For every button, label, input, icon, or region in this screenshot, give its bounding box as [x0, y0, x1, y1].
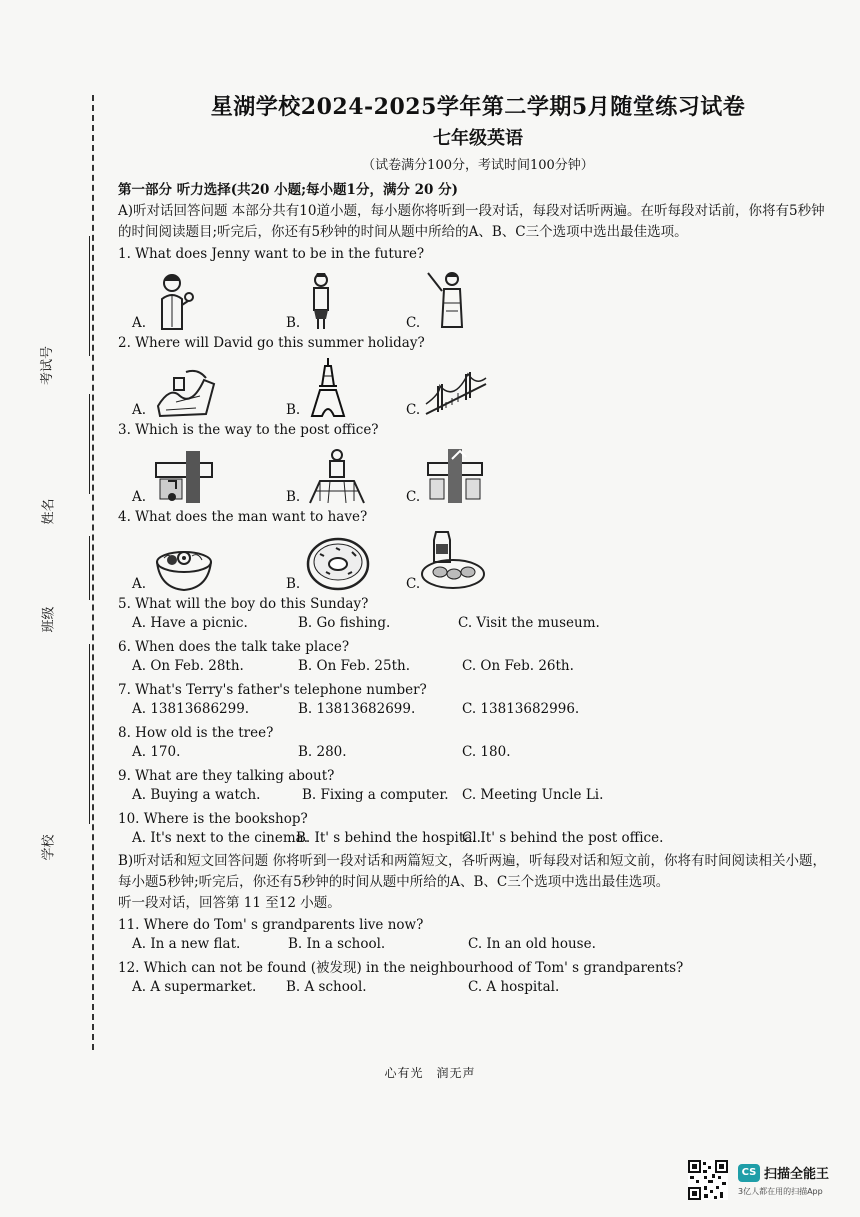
option-a: A. 13813686299. [132, 701, 250, 717]
flight-attendant-picture [306, 271, 336, 331]
option-b: B. 13813682699. [298, 701, 416, 717]
app-brand: 扫描全能王 [764, 1167, 830, 1182]
question-10: 10. Where is the bookshop? [118, 811, 308, 827]
name-line [89, 394, 90, 494]
question-12-options [118, 979, 838, 1000]
option-c: C. In an old house. [468, 936, 596, 952]
question-8: 8. How old is the tree? [118, 725, 274, 741]
app-slogan: 3亿人都在用的扫描App [738, 1187, 823, 1196]
class-line [89, 644, 90, 824]
score-time-note: （试卷满分100分，考试时间100分钟） [362, 158, 594, 173]
question-4: 4. What does the man want to have? [118, 509, 368, 525]
option-b: B. On Feb. 25th. [298, 658, 410, 674]
question-2: 2. Where will David go this summer holiday? [118, 335, 425, 351]
question-8-options [118, 744, 838, 765]
section-b-subheading: 听一段对话，回答第 11 至12 小题。 [118, 895, 341, 911]
question-11-options [118, 936, 838, 957]
option-c: C. Visit the museum. [458, 615, 600, 631]
exam-no-line [89, 236, 90, 356]
app-badge: CS [738, 1164, 760, 1182]
question-3: 3. Which is the way to the post office? [118, 422, 379, 438]
option-c-label: C. [406, 315, 421, 331]
option-c: C. On Feb. 26th. [462, 658, 574, 674]
question-4-options [118, 532, 838, 592]
option-a-label: A. [132, 315, 147, 331]
question-7-options [118, 701, 838, 722]
exam-content [118, 92, 838, 1000]
option-c-label: C. [406, 576, 421, 592]
binding-margin-line [92, 95, 94, 1050]
scanner-watermark [688, 1158, 848, 1204]
option-b-label: B. [286, 402, 301, 418]
option-a: A. Have a picnic. [132, 615, 248, 631]
class-label: 班级 [41, 606, 57, 633]
option-b: B. A school. [286, 979, 367, 995]
class-line-top [89, 536, 90, 600]
route-map-c-picture [426, 447, 484, 505]
question-12: 12. Which can not be found (被发现) in the neighbourhood of Tom' s grandparents? [118, 960, 684, 976]
question-7: 7. What's Terry's father's telephone number? [118, 682, 427, 698]
eiffel-tower-picture [308, 356, 348, 418]
question-2-options [118, 358, 838, 418]
question-5-options [118, 615, 838, 636]
question-6: 6. When does the talk take place? [118, 639, 350, 655]
route-map-a-picture [154, 449, 214, 505]
question-10-options [118, 830, 838, 851]
option-a: A. Buying a watch. [132, 787, 261, 803]
name-label: 姓名 [41, 498, 57, 525]
question-11: 11. Where do Tom' s grandparents live now? [118, 917, 424, 933]
question-1-options [118, 269, 838, 331]
option-a: A. On Feb. 28th. [132, 658, 244, 674]
option-a: A. A supermarket. [132, 979, 257, 995]
subject-title: 七年级英语 [433, 128, 523, 149]
option-c-label: C. [406, 489, 421, 505]
option-a: A. 170. [132, 744, 181, 760]
dumplings-milk-picture [420, 530, 486, 592]
exam-no-label: 考试号 [40, 345, 56, 386]
option-b: B. It' s behind the hospital. [296, 830, 481, 846]
page-title: 星湖学校2024-2025学年第二学期5月随堂练习试卷 [210, 94, 746, 120]
part1-heading: 第一部分 听力选择(共20 小题;每小题1分，满分 20 分) [118, 182, 459, 198]
option-c: C. Meeting Uncle Li. [462, 787, 604, 803]
question-3-options [118, 445, 838, 505]
option-a-label: A. [132, 576, 147, 592]
option-a-label: A. [132, 402, 147, 418]
option-b: B. In a school. [288, 936, 386, 952]
donut-picture [306, 536, 370, 592]
option-c: C. A hospital. [468, 979, 560, 995]
option-b: B. 280. [298, 744, 347, 760]
option-b: B. Fixing a computer. [302, 787, 449, 803]
school-label: 学校 [41, 834, 57, 861]
section-a-instructions: A)听对话回答问题 本部分共有10道小题，每小题你将听到一段对话，每段对话听两遍。在听每段对话前，你将有5秒钟的时间阅读题目;听完后，你还有5秒钟的时间从题中所给的A、B、C三个选项中选出最佳选项。 [118, 203, 825, 240]
doctor-picture [156, 271, 196, 331]
question-1: 1. What does Jenny want to be in the future? [118, 246, 425, 262]
section-b-instructions: B)听对话和短文回答问题 你将听到一段对话和两篇短文，各听两遍，听每段对话和短文前，你将有时间阅读相关小题，每小题5秒钟;听完后，你还有5秒钟的时间从题中所给的A、B、C三个选项中选出最佳选项。 [118, 853, 826, 890]
noodles-picture [154, 546, 214, 592]
option-b-label: B. [286, 315, 301, 331]
option-a: A. It's next to the cinema. [132, 830, 308, 846]
option-c: C. 180. [462, 744, 511, 760]
student-info-strip [30, 230, 90, 930]
question-6-options [118, 658, 838, 679]
route-map-b-picture [306, 447, 368, 505]
golden-gate-bridge-picture [424, 368, 488, 418]
question-9-options [118, 787, 838, 808]
option-c-label: C. [406, 402, 421, 418]
teacher-picture [426, 269, 466, 331]
option-b-label: B. [286, 489, 301, 505]
option-c: C. 13813682996. [462, 701, 580, 717]
option-b: B. Go fishing. [298, 615, 391, 631]
option-a: A. In a new flat. [132, 936, 241, 952]
option-b-label: B. [286, 576, 301, 592]
great-wall-picture [156, 366, 216, 418]
option-a-label: A. [132, 489, 147, 505]
question-5: 5. What will the boy do this Sunday? [118, 596, 369, 612]
page-footer-motto: 心有光 润无声 [384, 1066, 476, 1080]
qr-code-icon [688, 1160, 728, 1200]
question-9: 9. What are they talking about? [118, 768, 335, 784]
option-c: C. It' s behind the post office. [462, 830, 664, 846]
